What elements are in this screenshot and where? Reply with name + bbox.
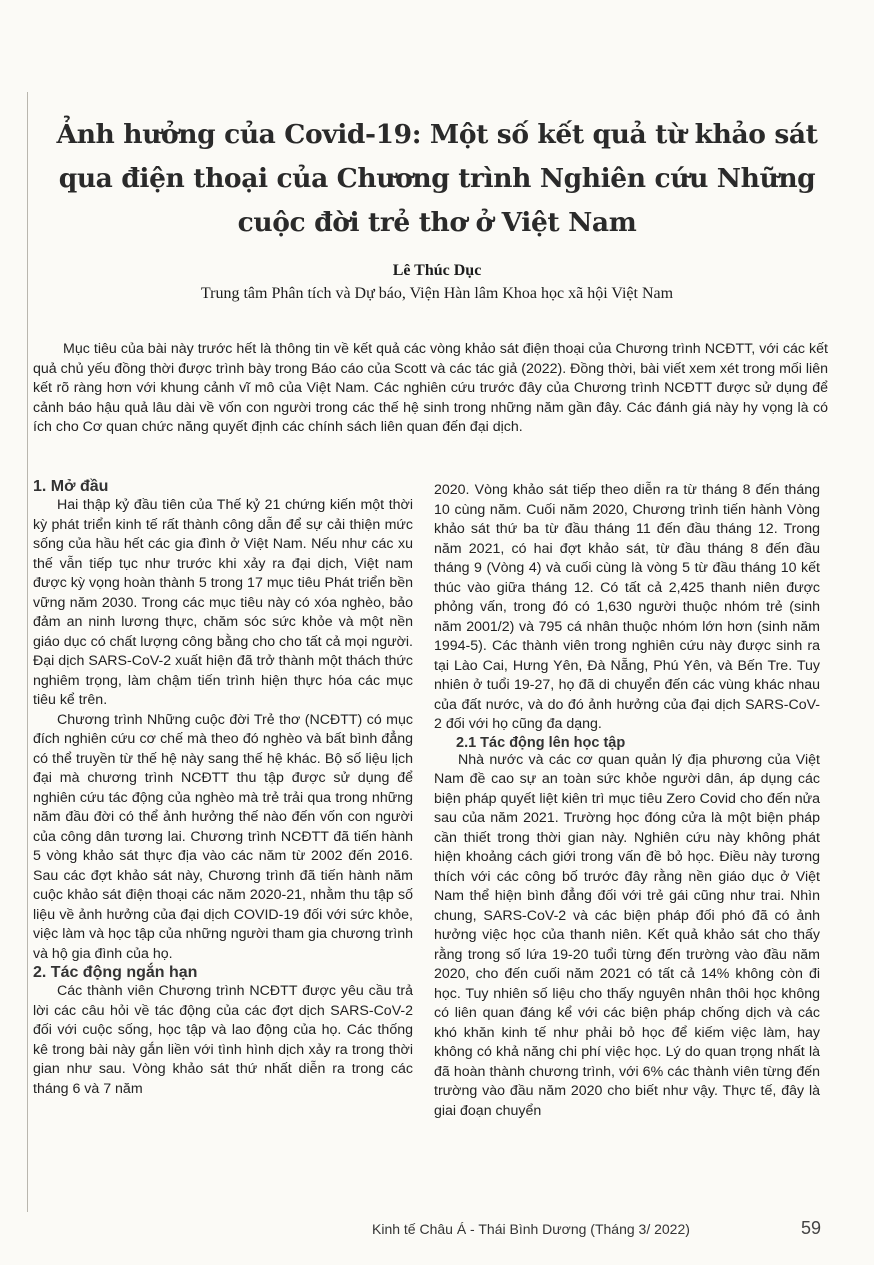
- paragraph: Hai thập kỷ đầu tiên của Thế kỷ 21 chứng kiến một thời kỳ phát triển kinh tế rất thành công dẫn để sự cải thiện mức sống của hầu hết các gia đình ở Việt Nam. Nếu như các xu thế vẫn tiếp tục như trước khi xảy ra đại dịch, Việt nam được kỳ vọng hoàn thành 5 trong 17 mục tiêu Phát triển bền vững năm 2030. Trong các mục tiêu này có xóa nghèo, bảo đảm an ninh lương thực, chăm sóc sức khỏe và một nền giáo dục có chất lượng công bằng cho cho tất cả mọi người. Đại dịch SARS-CoV-2 xuất hiện đã trở thành một thách thức nghiêm trọng, làm chậm tiến trình hiện thực hóa các mục tiêu kể trên.: [33, 497, 413, 708]
- paragraph: 2020. Vòng khảo sát tiếp theo diễn ra từ tháng 8 đến tháng 10 cùng năm. Cuối năm 2020, Chương trình tiến hành Vòng khảo sát thứ ba từ đầu tháng 11 đến đầu tháng 12. Trong năm 2021, có hai đợt khảo sát, từ đầu tháng 8 đến đầu tháng 9 (Vòng 4) và cuối cùng là vòng 5 từ đầu tháng 10 kết thúc vào giữa tháng 12. Có tất cả 2,425 thanh niên được phỏng vấn, trong đó có 1,630 người thuộc nhóm trẻ (sinh năm 2001/2) và 795 cá nhân thuộc nhóm lớn hơn (sinh năm 1994-5). Các thành viên trong nghiên cứu này được sinh ra tại Lào Cai, Hưng Yên, Đà Nẵng, Phú Yên, và Bến Tre. Tuy nhiên ở tuổi 19-27, họ đã di chuyển đến các vùng khác nhau của đất nước, và do đó ảnh hưởng của đại dịch SARS-CoV-2 đối với họ cũng đa dạng.: [434, 482, 820, 732]
- paragraph: Các thành viên Chương trình NCĐTT được yêu cầu trả lời các câu hỏi về tác động của các đợt dịch SARS-CoV-2 đối với cuộc sống, học tập và lao động của họ. Các thống kê trong bài này gắn liền với tình hình dịch xảy ra trong thời gian như sau. Vòng khảo sát thứ nhất diễn ra trong các tháng 6 và 7 năm: [33, 983, 413, 1097]
- subsection-heading-education: 2.1 Tác động lên học tập: [456, 734, 626, 751]
- journal-name: Kinh tế Châu Á - Thái Bình Dương (Tháng 3/ 2022): [372, 1221, 690, 1237]
- margin-line: [27, 92, 28, 1212]
- paragraph: Nhà nước và các cơ quan quản lý địa phương của Việt Nam đề cao sự an toàn sức khỏe người dân, áp dụng các biện pháp quyết liệt kiên trì mục tiêu Zero Covid cho đến nửa sau của năm 2021. Trường học đóng cửa là một biện pháp cần thiết trong thời gian này. Nghiên cứu này không phát hiện khoảng cách giới trong vấn đề bỏ học. Điều này tương thích với các công bố trước đây rằng nền giáo dục ở Việt Nam thể hiện bình đẳng đối với trẻ gái cũng như trai. Nhìn chung, SARS-CoV-2 và các biện pháp đối phó đã có ảnh hưởng việc học của thanh niên. Kết quả khảo sát cho thấy rằng trong số lứa 19-20 tuổi từng đến trường vào đầu năm 2020, cho đến cuối năm 2021 có tất cả 14% không còn đi học. Tuy nhiên số liệu cho thấy nguyên nhân thôi học không có liên quan đáng kể với các biện pháp chống dịch và các khó khăn kinh tế như phải bỏ học để kiếm việc làm, hay không có khả năng chi phí việc học. Lý do quan trọng nhất là đã hoàn thành chương trình, với 6% các thành viên từng đến trường vào đầu năm 2020 cho biết như vậy. Thực tế, đây là giai đoạn chuyển: [434, 751, 820, 1119]
- author-affiliation: Trung tâm Phân tích và Dự báo, Viện Hàn lâm Khoa học xã hội Việt Nam: [200, 285, 674, 302]
- paragraph: Chương trình Những cuộc đời Trẻ thơ (NCĐTT) có mục đích nghiên cứu cơ chế mà theo đó nghèo và bất bình đẳng có thể truyền từ thế hệ này sang thế hệ khác. Bộ số liệu lịch đại mà chương trình NCĐTT thu tập được sử dụng để nghiên cứu tác động của nghèo mà trẻ trải qua trong những năm đầu đời có thể ảnh hưởng thế nào đến vốn con người của công dân tương lai. Chương trình NCĐTT đã tiến hành 5 vòng khảo sát thực địa vào các năm từ 2002 đến 2016. Sau các đợt khảo sát này, Chương trình đã tiến hành năm cuộc khảo sát điện thoại các năm 2020-21, nhằm thu tập số liệu về ảnh hưởng của đại dịch COVID-19 đối với sức khỏe, việc làm và học tập của những người tham gia chương trình và hộ gia đình của họ.: [33, 711, 413, 962]
- author-name: Lê Thúc Dục: [392, 262, 482, 279]
- page-number: 59: [801, 1218, 822, 1238]
- article-title: Ảnh hưởng của Covid-19: Một số kết quả từ khảo sát qua điện thoại của Chương trình Nghiên cứu Những cuộc đời trẻ thơ ở Việt Nam: [56, 119, 818, 238]
- left-column: [33, 478, 413, 1099]
- right-column: [434, 481, 820, 1121]
- section-heading-short-term-impact: 2. Tác động ngắn hạn: [33, 964, 198, 981]
- section-heading-introduction: 1. Mở đầu: [33, 478, 109, 495]
- abstract: Mục tiêu của bài này trước hết là thông tin về kết quả các vòng khảo sát điện thoại của Chương trình NCĐTT, với các kết quả chủ yếu đồng thời được trình bày trong Báo cáo của Scott và các tác giả (2022). Đồng thời, bài viết xem xét trong mối liên kết rõ ràng hơn với khung cảnh vĩ mô của Việt Nam. Các nghiên cứu trước đây của Chương trình NCĐTT được sử dụng để cảnh báo hậu quả lâu dài về vốn con người trong các thế hệ sinh trong những năm gần đây. Các đánh giá này hy vọng là có ích cho Cơ quan chức năng quyết định các chính sách liên quan đến đại dịch.: [33, 341, 828, 436]
